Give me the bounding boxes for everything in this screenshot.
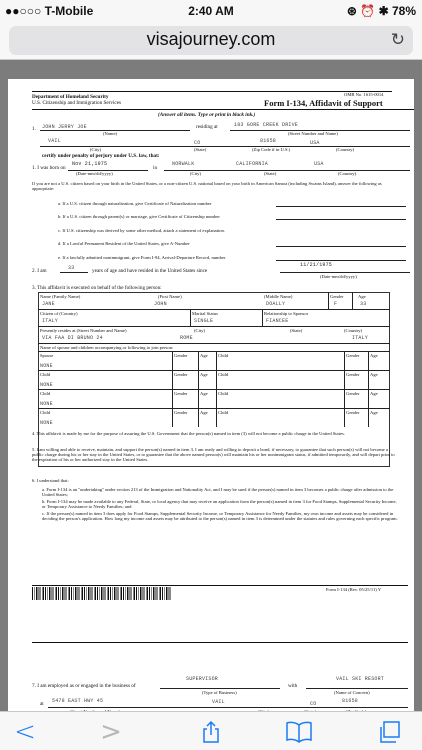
carrier-label: ●●○○○ T-Mobile (5, 4, 94, 18)
form-page-1 (8, 79, 414, 612)
child-5-header: Child (218, 372, 229, 377)
url-field[interactable] (9, 26, 413, 55)
sponsor-zip-value[interactable]: 81658 (260, 138, 277, 144)
citizenship-note: If you are not a U.S. citizen based on your birth in the United States, or a non-citizen U.S. national based on your birth in American Samoa (including Swains Island), answer the following as appropriate: (32, 181, 382, 191)
form-instructions: (Answer all items. Type or print in black ink.) (158, 112, 256, 118)
item-6c-text: c. If the person(s) named in item 3 does apply for Food Stamps, Supplemental Security Income, or Temporary Assistance for Needy Families, my own income and assets may be considered in deciding the person's application. How long my income and assets may be attributed to the person(s) named in item 3 is determined under the statutes and rules governing each specific program. (42, 511, 398, 521)
resides-country-header: (Country) (344, 328, 363, 333)
spouse-header: Spouse (40, 353, 54, 358)
at-label: at (40, 701, 44, 707)
item-6a-text: a. Form I-134 is an "undertaking" under section 213 of the Immigration and Nationality Act, and I may be sued if the person(s) named in item 3 becomes a public charge after admission to the United States; (42, 487, 394, 497)
browser-address-bar (0, 22, 422, 60)
gender-header: Gender (330, 294, 344, 299)
option-d: d. If a Lawful Permanent Resident of the United States, give A-Number (58, 241, 190, 246)
beneficiary-family-name-header: Name (Family Name) (40, 294, 81, 299)
employer-city-value[interactable]: VAIL (212, 699, 225, 705)
agency-sub: U.S. Citizenship and Immigration Services (32, 100, 122, 106)
zip-label: (Zip Code if in U.S.) (252, 147, 291, 152)
beneficiary-middle-name[interactable]: DOALLY (266, 301, 286, 307)
child-7-age-header: Age (370, 410, 378, 415)
spouse-age-header: Age (200, 353, 208, 358)
beneficiary-marital-status[interactable]: SINGLE (194, 318, 214, 324)
child-4-gender-header: Gender (346, 353, 360, 358)
employer-state-value[interactable]: CO (310, 701, 317, 707)
child-1-value[interactable]: NONE (40, 382, 53, 388)
birth-country-label: (Country) (338, 171, 357, 176)
child-5-gender-header: Gender (346, 372, 360, 377)
employer-street-value[interactable]: 5478 EAST HWY 45 (52, 698, 104, 704)
spouse-gender-header: Gender (174, 353, 188, 358)
child-6-gender-header: Gender (346, 391, 360, 396)
beneficiary-last-name[interactable]: JANE (42, 301, 55, 307)
item-1-number: 1. (32, 126, 36, 132)
child-3-header: Child (40, 410, 51, 415)
status-bar (0, 0, 422, 22)
form-barcode (32, 587, 172, 600)
birth-country-value[interactable]: USA (314, 161, 324, 167)
resides-at-header: Presently resides at (Street Number and Name) (40, 328, 127, 333)
beneficiary-relationship[interactable]: FIANCEE (266, 318, 289, 324)
forward-icon: > (100, 717, 122, 747)
residence-since-value[interactable]: 11/21/1975 (300, 262, 333, 268)
birth-state-label: (State) (264, 171, 277, 176)
resides-city-header: (City) (194, 328, 205, 333)
beneficiary-country[interactable]: ITALY (352, 335, 369, 341)
name-label: (Name) (103, 131, 118, 136)
item-5-text: 5. I am willing and able to receive, maintain, and support the person(s) named in item 3. I am ready and willing to deposit a bond, if necessary, to guarantee that such person(s) will not become a public charge during his or her stay in the United States, or to guarantee that the above named person(s) will maintain his or her nonimmigrant status, if admitted temporarily, and will depart prior to the expiration of his or her authorized stay in the United States. (32, 447, 395, 462)
option-a: a. If a U.S. citizen through naturalization, give Certificate of Naturalization number (58, 201, 212, 206)
citizen-of-header: Citizen of (Country) (40, 311, 78, 316)
back-icon: < (14, 717, 36, 747)
reload-icon[interactable]: ↻ (390, 30, 405, 50)
residence-date-label: (Date-mm/dd/yyyy) (320, 274, 357, 279)
sponsor-country-value[interactable]: USA (310, 140, 320, 146)
book-icon (286, 721, 312, 743)
street-label: (Street Number and Name) (288, 131, 338, 136)
in-label: in (153, 165, 158, 171)
with-label: with (288, 683, 298, 689)
employer-value[interactable]: VAIL SKI RESORT (336, 676, 385, 682)
residing-at-label: residing at (196, 124, 218, 130)
certify-statement: certify under penalty of perjury under U.S. law, that: (42, 153, 160, 159)
child-6-age-header: Age (370, 391, 378, 396)
url-text: visajourney.com (146, 29, 276, 49)
share-button[interactable] (198, 719, 224, 745)
child-3-age-header: Age (200, 410, 208, 415)
option-e: e. If a lawfully admitted nonimmigrant, give Form I-94, Arrival-Departure Record, number (58, 255, 226, 260)
sponsor-age-value[interactable]: 33 (68, 265, 75, 271)
spouse-children-header: Name of spouse and children accompanying or following to join person: (40, 345, 174, 350)
sponsor-state-value[interactable]: CO (194, 140, 201, 146)
tabs-button[interactable] (376, 719, 402, 745)
battery-status: ⊛ ⏰ ✱ 78% (346, 4, 416, 18)
option-b: b. If a U.S. citizen through parent(s) or marriage, give Certificate of Citizenship number (58, 214, 220, 219)
share-icon (201, 720, 221, 744)
child-4-age-header: Age (370, 353, 378, 358)
item-6-text: 6. I understand that: (32, 478, 69, 483)
beneficiary-gender[interactable]: F (334, 301, 338, 307)
child-4-header: Child (218, 353, 229, 358)
concern-label: (Name of Concern) (334, 690, 370, 695)
child-2-gender-header: Gender (174, 391, 188, 396)
item-7-text: 7. I am employed as or engaged in the business of (32, 683, 136, 689)
agency-name: Department of Homeland Security (32, 94, 109, 100)
child-7-gender-header: Gender (346, 410, 360, 415)
option-c: c. If U.S. citizenship was derived by some other method, attach a statement of explanation. (58, 228, 225, 233)
country-label: (Country) (336, 147, 355, 152)
tabs-icon (377, 720, 401, 744)
child-2-age-header: Age (200, 391, 208, 396)
child-2-header: Child (40, 391, 51, 396)
omb-number: OMB No. 1615-0014 (344, 92, 384, 97)
child-1-header: Child (40, 372, 51, 377)
birth-city-label: (City) (190, 171, 201, 176)
beneficiary-city[interactable]: ROME (180, 335, 193, 341)
beneficiary-first-name-header: (First Name) (158, 294, 182, 299)
child-1-gender-header: Gender (174, 372, 188, 377)
item-2-text: years of age and have resided in the United States since (92, 268, 208, 274)
browser-toolbar (0, 711, 422, 750)
sponsor-name-value[interactable]: JOHN JERRY JOE (42, 124, 87, 130)
bookmarks-button[interactable] (286, 719, 312, 745)
sponsor-city-value[interactable]: VAIL (48, 138, 61, 144)
city-label: (City) (90, 147, 101, 152)
beneficiary-middle-name-header: (Middle Name) (264, 294, 293, 299)
beneficiary-citizenship[interactable]: ITALY (42, 318, 59, 324)
beneficiary-age[interactable]: 33 (360, 301, 367, 307)
date-format-label: (Date-mm/dd/yyyy) (76, 171, 113, 176)
item-3-text: 3. This affidavit is executed on behalf of the following person: (32, 285, 162, 291)
resides-state-header: (State) (290, 328, 303, 333)
web-content[interactable] (0, 61, 422, 711)
forward-button[interactable] (98, 719, 124, 745)
beneficiary-first-name[interactable]: JOHN (154, 301, 167, 307)
state-label: (State) (194, 147, 207, 152)
age-header: Age (358, 294, 366, 299)
clock: 2:40 AM (188, 4, 234, 18)
child-6-header: Child (218, 391, 229, 396)
child-3-value[interactable]: NONE (40, 420, 53, 426)
form-revision: Form I-134 (Rev. 05/25/11) Y (326, 587, 382, 592)
child-2-value[interactable]: NONE (40, 401, 53, 407)
item-2-label: 2. I am (32, 268, 47, 274)
child-7-header: Child (218, 410, 229, 415)
form-page-2 (8, 612, 414, 722)
birth-state-value[interactable]: CALIFORNIA (236, 161, 269, 167)
sponsor-street-value[interactable]: 183 GORE CREEK DRIVE (234, 122, 299, 128)
child-5-age-header: Age (370, 372, 378, 377)
back-button[interactable] (12, 719, 38, 745)
birth-date-value[interactable]: Nov 21,1975 (72, 161, 108, 167)
beneficiary-street[interactable]: VIA FAA DI BRUNO 24 (42, 335, 103, 341)
item-4-text: 4. This affidavit is made by me for the purpose of assuring the U.S. Government that the person(s) named in item (3) will not become a public charge in the United States. (32, 431, 345, 436)
employment-type-value[interactable]: SUPERVISOR (186, 676, 219, 682)
relationship-header: Relationship to Sponsor (264, 311, 309, 316)
employer-zip-value[interactable]: 81658 (342, 698, 359, 704)
item-6b-text: b. Form I-134 may be made available to any Federal, State, or local agency that may receive an application from the person(s) named in item 3 for Food Stamps, Supplemental Security Income, or Temporary Assistance to Needy Families; and (42, 499, 397, 509)
birth-city-value[interactable]: NORWALK (172, 161, 195, 167)
business-type-label: (Type of Business) (202, 690, 237, 695)
born-label: 1. I was born on (32, 165, 66, 171)
child-3-gender-header: Gender (174, 410, 188, 415)
spouse-value[interactable]: NONE (40, 363, 53, 369)
child-1-age-header: Age (200, 372, 208, 377)
marital-status-header: Marital Status (192, 311, 218, 316)
form-title: Form I-134, Affidavit of Support (264, 98, 383, 108)
